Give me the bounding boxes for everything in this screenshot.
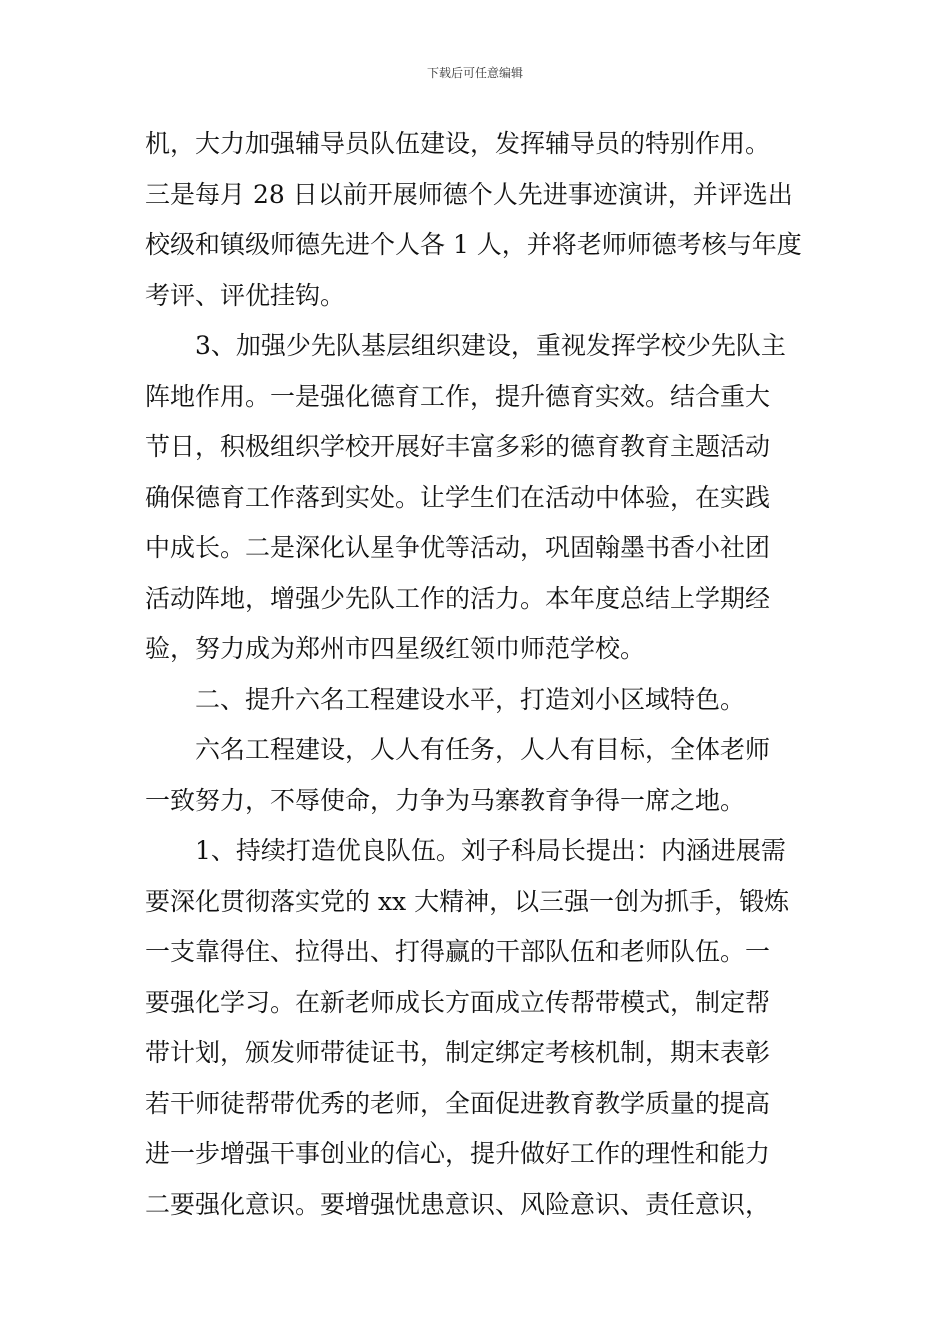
text-line: 中成长。二是深化认星争优等活动，巩固翰墨书香小社团: [145, 533, 771, 562]
text-line: 验，努力成为郑州市四星级红领巾师范学校。: [145, 634, 646, 663]
text-line: 三是每月 28 日以前开展师德个人先进事迹演讲，并评选出: [145, 180, 793, 209]
text-line: 若干师徒帮带优秀的老师，全面促进教育教学质量的提高: [145, 1089, 771, 1118]
text-line: 二要强化意识。要增强忧患意识、风险意识、责任意识，: [145, 1190, 771, 1219]
text-line: 六名工程建设，人人有任务，人人有目标，全体老师: [195, 735, 771, 764]
text-line: 一支靠得住、拉得出、打得赢的干部队伍和老师队伍。一: [145, 937, 771, 966]
text-line: 确保德育工作落到实处。让学生们在活动中体验，在实践: [145, 483, 771, 512]
text-line: 阵地作用。一是强化德育工作，提升德育实效。结合重大: [145, 382, 771, 411]
text-line: 节日，积极组织学校开展好丰富多彩的德育教育主题活动: [145, 432, 771, 461]
text-line: 带计划，颁发师带徒证书，制定绑定考核机制，期末表彰: [145, 1038, 771, 1067]
text-line: 活动阵地，增强少先队工作的活力。本年度总结上学期经: [145, 584, 771, 613]
text-line: 校级和镇级师德先进个人各 1 人，并将老师师德考核与年度: [145, 230, 802, 259]
text-line: 一致努力，不辱使命，力争为马寨教育争得一席之地。: [145, 786, 746, 815]
text-line: 1、持续打造优良队伍。刘子科局长提出：内涵进展需: [195, 836, 786, 865]
text-line: 机，大力加强辅导员队伍建设，发挥辅导员的特别作用。: [145, 129, 771, 158]
text-line: 进一步增强干事创业的信心，提升做好工作的理性和能力: [145, 1139, 771, 1168]
text-line: 要强化学习。在新老师成长方面成立传帮带模式，制定帮: [145, 988, 771, 1017]
text-line: 要深化贯彻落实党的 xx 大精神，以三强一创为抓手，锻炼: [145, 887, 790, 916]
page-header: 下载后可任意编辑: [426, 66, 523, 80]
text-line: 考评、评优挂钩。: [145, 281, 346, 310]
text-line: 二、提升六名工程建设水平，打造刘小区域特色。: [195, 685, 746, 714]
text-line: 3、加强少先队基层组织建设，重视发挥学校少先队主: [195, 331, 786, 360]
